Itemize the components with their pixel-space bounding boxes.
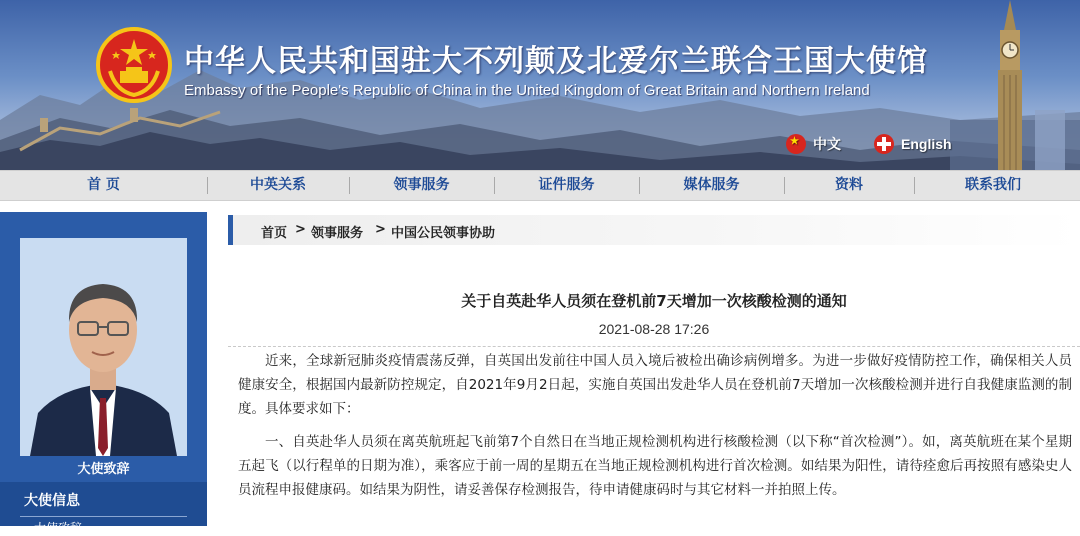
section-divider (20, 516, 187, 517)
ambassador-info-title: 大使信息 (24, 493, 80, 509)
embassy-title-chinese: 中华人民共和国驻大不列颠及北爱尔兰联合王国大使馆 (184, 44, 928, 79)
nav-item-contact-us[interactable]: 联系我们 (914, 171, 1072, 200)
article-title: 关于自英赴华人员须在登机前7天增加一次核酸检测的通知 (461, 292, 847, 310)
nav-item-china-uk-relations[interactable]: 中英关系 (207, 171, 349, 200)
nav-item-document-services[interactable]: 证件服务 (494, 171, 639, 200)
article-paragraph: 一、自英赴华人员须在离英航班起飞前第7个自然日在当地正规检测机构进行核酸检测（以下称“首次检测”）。如，离英航班在某个星期五起飞（以行程单的日期为准），乘客应于前一周的星期五在当地正规检测机构进行首次检测。如结果为阳性，请待痊愈后再按照有感染史人员流程申报健康码。如结果为阴性，请妥善保存检测报告，待申请健康码时与其它材料一并拍照上传。 (238, 434, 1072, 498)
breadcrumb-separator: > (375, 222, 386, 237)
embassy-title-english: Embassy of the People's Republic of China in the United Kingdom of Great Britain and Northern Ireland (184, 82, 870, 99)
breadcrumb-consular-services[interactable]: 领事服务 (311, 226, 364, 241)
ambassador-message-sublink[interactable]: 大使致辞 (34, 521, 83, 535)
ambassador-portrait[interactable] (20, 238, 187, 456)
language-chinese-label: 中文 (813, 136, 841, 152)
nav-item-resources[interactable]: 资料 (784, 171, 914, 200)
nav-item-media-services[interactable]: 媒体服务 (639, 171, 784, 200)
breadcrumb-home[interactable]: 首页 (261, 226, 288, 241)
nav-item-home[interactable]: 首 页 (87, 177, 120, 193)
language-chinese-link[interactable] (786, 134, 841, 154)
sidebar (0, 212, 207, 535)
ambassador-photo-image (20, 238, 187, 456)
big-ben-image (990, 0, 1030, 170)
article-paragraph: 近来，全球新冠肺炎疫情震荡反弹，自英国出发前往中国人员入境后被检出确诊病例增多。为进一步做好疫情防控工作，确保相关人员健康安全，根据国内最新防控规定，自2021年9月2日起，实施自英国出发赴华人员在登机前7天增加一次核酸检测并进行自我健康监测的制度。具体要求如下： (238, 353, 1072, 417)
main-nav (0, 170, 1080, 201)
header-banner (0, 0, 1080, 170)
ambassador-info-section (0, 482, 207, 535)
breadcrumb-consular-assistance[interactable]: 中国公民领事协助 (391, 226, 496, 241)
ambassador-message-link[interactable]: 大使致辞 (77, 462, 130, 477)
breadcrumb (228, 215, 1080, 245)
title-divider (228, 346, 1080, 347)
language-english-label: English (901, 136, 952, 152)
national-emblem-icon (96, 27, 172, 103)
china-flag-icon (786, 134, 806, 154)
article-date: 2021-08-28 17:26 (598, 321, 710, 337)
nav-item-consular-services[interactable]: 领事服务 (349, 171, 494, 200)
language-english-link[interactable] (874, 134, 952, 154)
uk-flag-icon (874, 134, 894, 154)
breadcrumb-separator: > (295, 222, 306, 237)
